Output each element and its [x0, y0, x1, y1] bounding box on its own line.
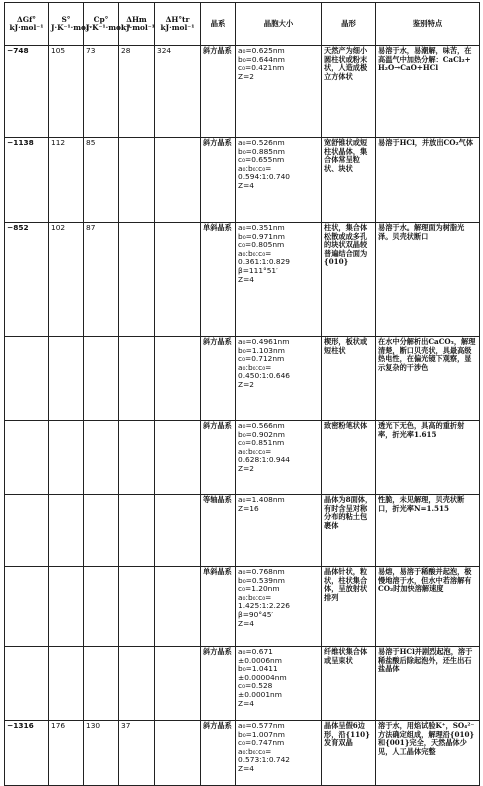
cell-identification-text: 透光下无色，具高的重折射率，折光率1.615: [378, 421, 465, 439]
unit-cell-line: 0.450:1:0.646: [238, 371, 290, 381]
cell-identification-text: 易熔，易溶于稀酸并起泡，极慢地溶于水，但水中若溶解有CO₂时加快溶解速度: [378, 567, 472, 594]
table-row: [5, 647, 480, 721]
cell-crystal-shape-text: 晶体针状，粒状，柱状集合体，呈放射状排列: [324, 567, 368, 602]
cell-delta-g: −852: [5, 223, 49, 337]
cell-crystal-system: 等轴晶系: [201, 495, 236, 567]
cell-unit-cell: [236, 495, 322, 567]
cell-identification-text: 性脆，未见解理，贝壳状断口，折光率N=1.515: [378, 495, 465, 513]
cell-identification-text: 易溶于HCl并剧烈起泡，溶于稀盐酸后除起泡外，还生出石盐晶体: [378, 647, 473, 674]
table-row: [5, 421, 480, 495]
cell-crystal-shape-text: 晶体呈假6边形，沿{110}发育双晶: [324, 721, 370, 748]
header-row: [5, 3, 480, 46]
unit-cell-line: Z=4: [238, 180, 254, 190]
unit-cell-line: c₀=0.712nm: [238, 354, 285, 364]
cell-delta-hm: [119, 138, 155, 223]
cell-crystal-system: 单斜晶系: [201, 223, 236, 337]
cell-identification-text: 在水中分解析出CaCO₃，解理清楚，断口贝壳状，具最高级热电性，在偏光镜下观察，显示复杂的干涉色: [378, 337, 476, 372]
cell-delta-hm: [119, 647, 155, 721]
cell-identification-text: 易溶于水。解理面为树脂光泽。贝壳状断口: [378, 223, 465, 241]
cell-delta-htr: [155, 567, 201, 647]
cell-identification: [376, 138, 480, 223]
cell-delta-g: [5, 337, 49, 421]
cell-delta-g: [5, 495, 49, 567]
cell-identification: [376, 567, 480, 647]
unit-cell-line: Z=4: [238, 274, 254, 284]
cell-heat-capacity: [84, 567, 119, 647]
cell-identification: [376, 721, 480, 786]
cell-unit-cell: [236, 223, 322, 337]
unit-cell-line: a₀=0.625nm: [238, 46, 285, 55]
cell-crystal-shape: [322, 337, 376, 421]
unit-cell-line: a₀=0.566nm: [238, 421, 285, 430]
cell-delta-hm: [119, 337, 155, 421]
cell-delta-hm: [119, 421, 155, 495]
cell-entropy: [49, 337, 84, 421]
cell-crystal-shape-text: 柱状，集合体松散或成多孔的块状双晶较普遍结合面为{010}: [324, 223, 368, 267]
unit-cell-line: a₀=1.408nm: [238, 495, 285, 504]
cell-identification-text: 溶于水，用焰试验K⁺，SO₄²⁻方法确定组成，解理沿{010}和{001}完全，天然晶体少见，人工晶体完整: [378, 721, 475, 756]
unit-cell-line: c₀=0.421nm: [238, 63, 285, 73]
cell-crystal-shape-text: 宽舒锥状或短柱状晶体，集合体常呈粒状、块状: [324, 138, 368, 173]
cell-unit-cell: [236, 567, 322, 647]
unit-cell-line: Z=2: [238, 463, 254, 473]
cell-delta-g: −748: [5, 46, 49, 138]
cell-identification-text: 易溶于水，易潮解，味苦，在高温气中加热分解：CaCl₂+H₂O→CaO+HCl: [378, 46, 472, 73]
cell-crystal-shape: [322, 46, 376, 138]
unit-cell-line: ±0.0001nm: [238, 689, 282, 699]
unit-cell-line: 0.594:1:0.740: [238, 172, 290, 182]
unit-cell-line: 1.425:1:2.226: [238, 601, 290, 611]
cell-unit-cell: [236, 647, 322, 721]
unit-cell-line: a₀:b₀:c₀=: [238, 248, 272, 258]
cell-heat-capacity: [84, 421, 119, 495]
header-entropy: S° J·K⁻¹·mol⁻¹: [49, 3, 84, 46]
unit-cell-line: a₀:b₀:c₀=: [238, 746, 272, 756]
unit-cell-line: a₀:b₀:c₀=: [238, 163, 272, 173]
header-crystal-shape: 晶形: [322, 3, 376, 46]
unit-cell-line: a₀=0.526nm: [238, 138, 285, 147]
cell-delta-g: −1138: [5, 138, 49, 223]
cell-unit-cell: [236, 721, 322, 786]
cell-delta-htr: [155, 337, 201, 421]
cell-identification: [376, 223, 480, 337]
cell-crystal-system: 斜方晶系: [201, 647, 236, 721]
cell-crystal-shape: [322, 567, 376, 647]
unit-cell-line: a₀=0.671: [238, 647, 273, 656]
cell-delta-htr: [155, 647, 201, 721]
cell-delta-hm: [119, 223, 155, 337]
header-crystal-system: 晶系: [201, 3, 236, 46]
cell-delta-g: −1316: [5, 721, 49, 786]
unit-cell-line: a₀:b₀:c₀=: [238, 592, 272, 602]
unit-cell-line: Z=2: [238, 71, 254, 81]
unit-cell-line: a₀=0.351nm: [238, 223, 285, 232]
cell-delta-htr: [155, 138, 201, 223]
cell-delta-htr: [155, 721, 201, 786]
unit-cell-line: c₀=1.20nm: [238, 584, 280, 594]
cell-entropy: [49, 567, 84, 647]
cell-delta-hm: 28: [119, 46, 155, 138]
table-row: [5, 495, 480, 567]
unit-cell-line: b₀=1.007nm: [238, 729, 285, 739]
table-row: [5, 46, 480, 138]
cell-entropy: 176: [49, 721, 84, 786]
cell-delta-hm: [119, 495, 155, 567]
cell-heat-capacity: 130: [84, 721, 119, 786]
cell-heat-capacity: 87: [84, 223, 119, 337]
cell-entropy: 112: [49, 138, 84, 223]
cell-identification-text: 易溶于HCl，并放出CO₂气体: [378, 138, 474, 147]
cell-heat-capacity: [84, 337, 119, 421]
cell-unit-cell: [236, 421, 322, 495]
cell-entropy: [49, 495, 84, 567]
cell-crystal-shape: [322, 647, 376, 721]
cell-crystal-system: 斜方晶系: [201, 138, 236, 223]
cell-unit-cell: [236, 337, 322, 421]
cell-crystal-system: 单斜晶系: [201, 567, 236, 647]
cell-delta-g: [5, 421, 49, 495]
property-table-page: [4, 2, 479, 786]
cell-crystal-shape-text: 晶体为8面体，有时含呈对称分布的粘土包裹体: [324, 495, 373, 530]
cell-unit-cell: [236, 138, 322, 223]
unit-cell-line: c₀=0.851nm: [238, 438, 285, 448]
cell-crystal-system: 斜方晶系: [201, 337, 236, 421]
cell-delta-htr: [155, 421, 201, 495]
unit-cell-line: c₀=0.805nm: [238, 240, 285, 250]
header-unit-cell: 晶胞大小: [236, 3, 322, 46]
cell-identification: [376, 337, 480, 421]
unit-cell-line: c₀=0.528: [238, 681, 273, 691]
cell-entropy: [49, 647, 84, 721]
unit-cell-line: Z=2: [238, 379, 254, 389]
cell-unit-cell: [236, 46, 322, 138]
unit-cell-line: b₀=0.902nm: [238, 429, 285, 439]
cell-entropy: 102: [49, 223, 84, 337]
cell-identification: [376, 647, 480, 721]
table-row: [5, 721, 480, 786]
cell-identification: [376, 46, 480, 138]
unit-cell-line: a₀=0.768nm: [238, 567, 285, 576]
unit-cell-line: a₀:b₀:c₀=: [238, 362, 272, 372]
unit-cell-line: a₀=0.577nm: [238, 721, 285, 730]
cell-crystal-system: 斜方晶系: [201, 46, 236, 138]
cell-crystal-shape: [322, 421, 376, 495]
cell-crystal-system: 斜方晶系: [201, 421, 236, 495]
table-row: [5, 223, 480, 337]
unit-cell-line: b₀=0.539nm: [238, 575, 285, 585]
table-row: [5, 138, 480, 223]
cell-crystal-shape-text: 楔形，板状或短柱状: [324, 337, 368, 355]
header-delta-g: ΔGf° kJ·mol⁻¹: [5, 3, 49, 46]
cell-delta-g: [5, 567, 49, 647]
cell-entropy: [49, 421, 84, 495]
mineral-properties-table: [4, 2, 480, 786]
unit-cell-line: Z=16: [238, 503, 259, 513]
unit-cell-line: c₀=0.747nm: [238, 738, 285, 748]
unit-cell-line: Z=4: [238, 698, 254, 708]
unit-cell-line: Z=4: [238, 618, 254, 628]
unit-cell-line: a₀:b₀:c₀=: [238, 446, 272, 456]
unit-cell-line: 0.573:1:0.742: [238, 755, 290, 765]
cell-heat-capacity: 85: [84, 138, 119, 223]
cell-delta-hm: [119, 567, 155, 647]
cell-crystal-system: 斜方晶系: [201, 721, 236, 786]
cell-delta-htr: 324: [155, 46, 201, 138]
cell-heat-capacity: [84, 647, 119, 721]
unit-cell-line: ±0.00004nm: [238, 672, 287, 682]
unit-cell-line: β=111°51′: [238, 265, 278, 275]
cell-heat-capacity: 73: [84, 46, 119, 138]
unit-cell-line: ±0.0006nm: [238, 655, 282, 665]
table-body: [5, 46, 480, 786]
cell-crystal-shape-text: 天然产为细小圆柱状或粉末状，人造成极立方体状: [324, 46, 368, 81]
cell-crystal-shape: [322, 721, 376, 786]
unit-cell-line: 0.628:1:0.944: [238, 455, 290, 465]
unit-cell-line: b₀=1.103nm: [238, 345, 285, 355]
unit-cell-line: 0.361:1:0.829: [238, 257, 290, 267]
cell-crystal-shape-text: 致密粉笔状体: [324, 421, 368, 430]
unit-cell-line: b₀=1.0411: [238, 664, 278, 674]
cell-delta-hm: 37: [119, 721, 155, 786]
header-heat-capacity: Cp° J·K⁻¹·mol⁻¹: [84, 3, 119, 46]
table-row: [5, 567, 480, 647]
cell-delta-htr: [155, 223, 201, 337]
cell-delta-htr: [155, 495, 201, 567]
cell-identification: [376, 421, 480, 495]
header-delta-hm: ΔHm kJ·mol⁻¹: [119, 3, 155, 46]
unit-cell-line: b₀=0.644nm: [238, 54, 285, 64]
cell-delta-g: [5, 647, 49, 721]
cell-crystal-shape: [322, 223, 376, 337]
cell-entropy: 105: [49, 46, 84, 138]
table-row: [5, 337, 480, 421]
header-identification: 鉴别特点: [376, 3, 480, 46]
unit-cell-line: a₀=0.4961nm: [238, 337, 290, 346]
cell-crystal-shape: [322, 138, 376, 223]
cell-identification: [376, 495, 480, 567]
unit-cell-line: β=90°45′: [238, 609, 274, 619]
cell-heat-capacity: [84, 495, 119, 567]
cell-crystal-shape: [322, 495, 376, 567]
unit-cell-line: c₀=0.655nm: [238, 155, 285, 165]
unit-cell-line: b₀=0.971nm: [238, 231, 285, 241]
unit-cell-line: Z=4: [238, 763, 254, 773]
header-delta-htr: ΔH°tr kJ·mol⁻¹: [155, 3, 201, 46]
cell-crystal-shape-text: 纤维状集合体或呈束状: [324, 647, 368, 665]
unit-cell-line: b₀=0.885nm: [238, 146, 285, 156]
